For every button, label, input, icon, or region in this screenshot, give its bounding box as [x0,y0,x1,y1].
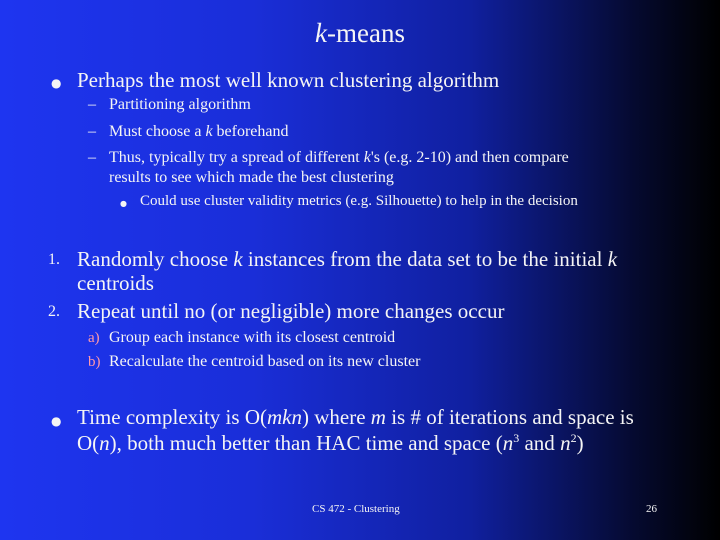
complexity-text: Time complexity is O(mkn) where m is # of iterations and space is [77,405,634,429]
substep-text: Group each instance with its closest centroid [109,329,396,346]
step-text-continued: centroids [77,271,154,295]
sub-bullet-text: Thus, typically try a spread of different k's (e.g. 2-10) and then compare [109,149,569,166]
bullet-icon: ● [51,76,62,90]
dash-icon: – [88,96,96,113]
substep-letter: a) [88,330,100,346]
dash-icon: – [88,123,96,140]
substep-letter: b) [88,354,101,370]
bullet-text: Perhaps the most well known clustering algorithm [77,68,500,92]
step-number: 1. [48,251,60,268]
title-k: k [315,18,327,48]
step-number: 2. [48,303,60,320]
sub-bullet-text: Partitioning algorithm [109,96,251,113]
slide-title [0,18,720,49]
sub-bullet-text-continued: results to see which made the best clustering [109,169,394,186]
title-rest: -means [327,18,405,48]
step-text: Repeat until no (or negligible) more changes occur [77,299,505,323]
bullet-icon: ● [51,414,62,428]
footer-text: CS 472 - Clustering [312,503,400,515]
bullet-icon: ● [120,199,127,208]
sub-bullet-text: Must choose a k beforehand [109,123,289,140]
step-text: Randomly choose k instances from the data set to be the initial k [77,247,618,271]
page-number: 26 [646,503,657,515]
dash-icon: – [88,149,96,166]
complexity-text-continued: O(n), both much better than HAC time and space ($n^3$ and $n^2$) [77,431,584,455]
subsub-bullet-text: Could use cluster validity metrics (e.g. Silhouette) to help in the decision [140,193,578,209]
substep-text: Recalculate the centroid based on its new cluster [109,353,421,370]
